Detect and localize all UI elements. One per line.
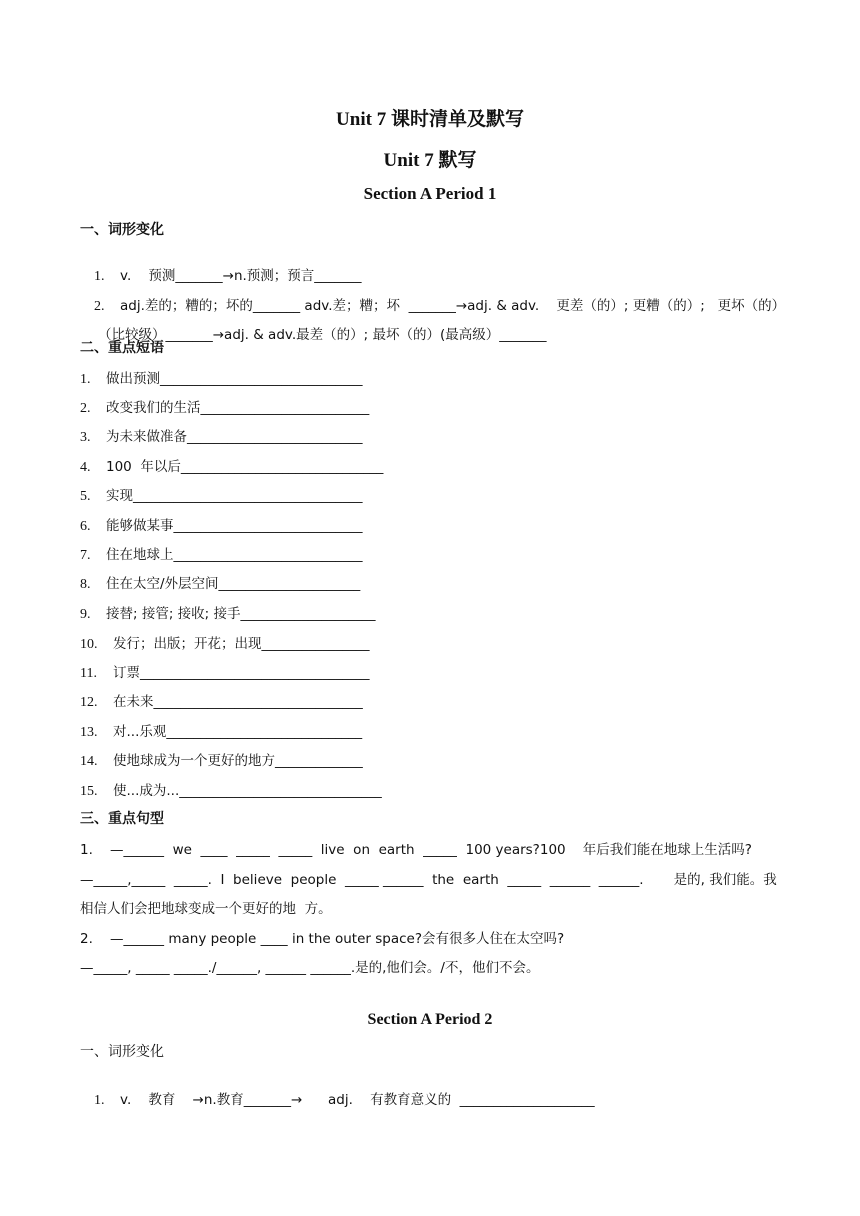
heading-key-sentences: 三、重点句型	[80, 811, 164, 827]
item-text: 发行；出版；开花；出现________________	[113, 636, 370, 652]
phrase-item	[80, 749, 363, 770]
item-number: 2.	[94, 299, 105, 314]
item-text: 住在太空/外层空间_____________________	[106, 576, 361, 592]
item-number: 2.	[80, 401, 91, 416]
item-number: 1.	[94, 269, 105, 284]
sentence-line: 相信人们会把地球变成一个更好的地 方。	[80, 901, 332, 917]
item-number: 4.	[80, 460, 91, 475]
item-text: 住在地球上____________________________	[106, 547, 363, 563]
item-text: 使...成为...______________________________	[113, 783, 382, 799]
phrase-item	[80, 484, 363, 505]
phrase-item	[80, 602, 376, 623]
sentence-line: —_____,_____ _____. I believe people _____ ______ the earth _____ ______ ______. 是的, 我们能。我	[80, 872, 777, 888]
item-text: adj.差的；糟的；坏的_______ adv.差；糟；坏 _______→adj. & adv. 更差（的）; 更糟（的）; 更坏（的）	[120, 298, 786, 314]
phrase-item	[80, 367, 363, 388]
item-number: 1.	[94, 1093, 105, 1108]
page-subtitle: Unit 7 默写	[383, 150, 477, 171]
item-number: 1.	[80, 372, 91, 387]
item-text: 为未来做准备__________________________	[106, 429, 363, 445]
phrase-item	[80, 690, 363, 711]
sentence-line: 2. —______ many people ____ in the outer space?会有很多人住在太空吗?	[80, 931, 565, 947]
phrase-item	[80, 661, 370, 682]
page-title: Unit 7 课时清单及默写	[336, 109, 524, 130]
item-text: 接替; 接管; 接收; 接手____________________	[106, 606, 376, 622]
phrase-item	[80, 779, 382, 800]
sentence-line: —_____, _____ _____./______, ______ ______.是的,他们会。/不，他们不会。	[80, 960, 540, 976]
heading-word-forms: 一、词形变化	[80, 222, 164, 238]
word-form-item	[80, 1072, 595, 1125]
item-number: 14.	[80, 754, 98, 769]
item-text: 改变我们的生活_________________________	[106, 400, 370, 416]
item-text: 100 年以后______________________________	[106, 459, 384, 475]
phrase-item	[80, 396, 369, 417]
item-number: 8.	[80, 577, 91, 592]
phrase-item	[80, 455, 383, 476]
phrase-item	[80, 572, 360, 593]
phrase-item	[80, 425, 363, 446]
item-number: 13.	[80, 725, 98, 740]
heading-key-phrases: 二、重点短语	[80, 340, 164, 356]
item-text: v. 教育 →n.教育_______→ adj. 有教育意义的 ____________________	[120, 1092, 595, 1108]
item-number: 5.	[80, 489, 91, 504]
item-number: 10.	[80, 637, 98, 652]
phrase-item	[80, 632, 370, 653]
item-text: 对...乐观_____________________________	[113, 724, 363, 740]
item-number: 7.	[80, 548, 91, 563]
sentence-line: 1. —______ we ____ _____ _____ live on earth _____ 100 years?100 年后我们能在地球上生活吗?	[80, 842, 752, 858]
heading-word-forms-2: 一、词形变化	[80, 1044, 164, 1060]
section-title-period-2: Section A Period 2	[367, 1011, 493, 1028]
phrase-item	[80, 720, 362, 741]
item-number: 12.	[80, 695, 98, 710]
phrase-item	[80, 543, 363, 564]
item-text: 使地球成为一个更好的地方_____________	[113, 753, 363, 769]
item-text: 订票__________________________________	[113, 665, 370, 681]
item-number: 15.	[80, 784, 98, 799]
phrase-item	[80, 514, 363, 535]
item-text: 做出预测______________________________	[106, 371, 363, 387]
section-title-period-1: Section A Period 1	[363, 184, 497, 203]
item-number: 11.	[80, 666, 97, 681]
item-number: 6.	[80, 519, 91, 534]
item-number: 3.	[80, 430, 91, 445]
item-text: 在未来_______________________________	[113, 694, 363, 710]
item-text: 能够做某事____________________________	[106, 518, 363, 534]
item-number: 9.	[80, 607, 91, 622]
item-text: （比较级）_______→adj. & adv.最差（的）; 最坏（的）(最高级）_______	[98, 327, 547, 343]
item-text: 实现__________________________________	[106, 488, 363, 504]
item-text: v. 预测_______→n.预测；预言_______	[120, 268, 362, 284]
